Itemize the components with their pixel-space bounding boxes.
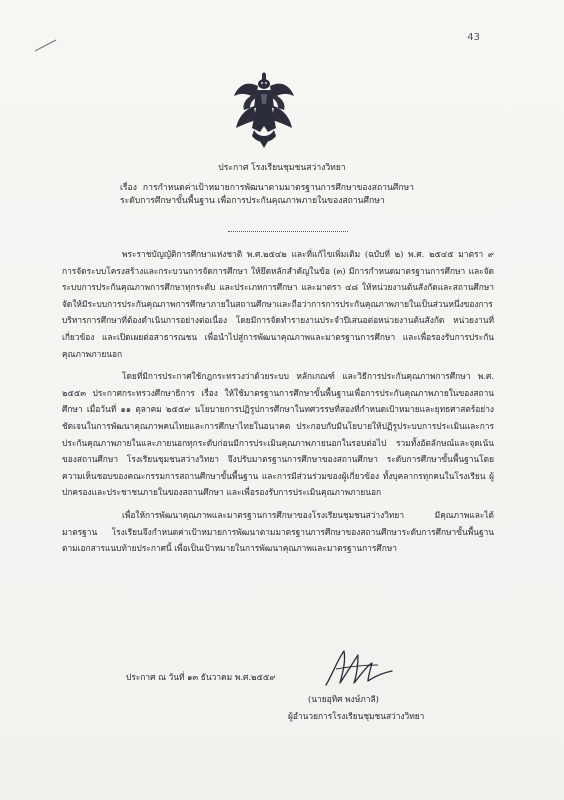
- subject-text-1: การกำหนดค่าเป้าหมายการพัฒนาตามมาตรฐานการศึกษาของสถานศึกษา: [142, 183, 414, 193]
- handwritten-signature-icon: [318, 645, 396, 689]
- announcement-date: ประกาศ ณ วันที่ ๑๓ ธันวาคม พ.ศ.๒๕๕๙: [126, 672, 276, 682]
- dotted-divider: [228, 231, 348, 232]
- body-paragraph-2: โดยที่มีการประกาศใช้กฎกระทรวงว่าด้วยระบบ หลักเกณฑ์ และวิธีการประกันคุณภาพการศึกษา พ.ศ. ๒๕๕๓ ประกาศกระทรวงศึกษาธิการ เรื่อง ให้ใช้มาตรฐานการศึกษาขั้นพื้นฐานเพื่อการประกันคุณภาพภายในของสถานศึกษา เมื่อวันที่ ๑๑ ตุลาคม ๒๕๕๙ นโยบายการปฏิรูปการศึกษาในทศวรรษที่สองที่กำหนดเป้าหมายและยุทธศาสตร์อย่างชัดเจนในการพัฒนาคุณภาพคนไทยและการศึกษาไทยในอนาคต ประกอบกับมีนโยบายให้ปฏิรูประบบการประเมินและการประกันคุณภาพภายในและภายนอกทุกระดับก่อนมีการประเมินคุณภาพภายนอกในรอบต่อไป รวมทั้งอัตลักษณ์และจุดเน้นของสถานศึกษา โรงเรียนชุมชนสว่างวิทยา จึงปรับมาตรฐานการศึกษาของสถานศึกษา ระดับการศึกษาขั้นพื้นฐานโดยความเห็นชอบของคณะกรรมการสถานศึกษาขั้นพื้นฐาน และการมีส่วนร่วมของผู้เกี่ยวข้อง ทั้งบุคลากรทุกคนในโรงเรียน ผู้ปกครองและประชาชนภายในของสถานศึกษา และเพื่อรองรับการประเมินคุณภาพภายนอก: [62, 371, 494, 498]
- garuda-emblem-icon: [232, 72, 296, 148]
- announcement-header: [0, 162, 564, 175]
- pen-mark: [34, 38, 58, 52]
- body-paragraph-1: พระราชบัญญัติการศึกษาแห่งชาติ พ.ศ.๒๕๔๒ และที่แก้ไขเพิ่มเติม (ฉบับที่ ๒) พ.ศ. ๒๕๔๕ มาตรา ๙ การจัดระบบโครงสร้างและกระบวนการจัดการศึกษา ให้ยึดหลักสำคัญในข้อ (๓) มีการกำหนดมาตรฐานการศึกษา และจัดระบบการประกันคุณภาพการศึกษาทุกระดับ และประเภทการศึกษา และมาตรา ๔๘ ให้หน่วยงานต้นสังกัดและสถานศึกษาจัดให้มีระบบการประกันคุณภาพการศึกษาภายในสถานศึกษาและถือว่าการการประกันคุณภาพภายในเป็นส่วนหนึ่งของการบริหารการศึกษาที่ต้องดำเนินการอย่างต่อเนื่อง โดยมีการจัดทำรายงานประจำปีเสนอต่อหน่วยงานต้นสังกัด หน่วยงานที่เกี่ยวข้อง และเปิดเผยต่อสาธารณชน เพื่อนำไปสู่การพัฒนาคุณภาพและมาตรฐานการศึกษา และเพื่อรองรับการประกันคุณภาพภายนอก: [62, 249, 494, 359]
- subject-text-2: ระดับการศึกษาขั้นพื้นฐาน เพื่อการประกันคุณภาพภายในของสถานศึกษา: [120, 196, 385, 206]
- signer-name: (นายอุทิศ พงษ์ภาลี): [308, 694, 379, 704]
- signer-title: ผู้อำนวยการโรงเรียนชุมชนสว่างวิทยา: [288, 711, 425, 721]
- announcement-title: ประกาศ โรงเรียนชุมชนสว่างวิทยา: [218, 163, 346, 173]
- subject-line-1: [120, 182, 520, 195]
- subject-label: เรื่อง: [120, 183, 137, 193]
- page-number: 43: [467, 32, 480, 43]
- announcement-subject: [120, 182, 520, 208]
- body-paragraph-3: เพื่อให้การพัฒนาคุณภาพและมาตรฐานการศึกษาของโรงเรียนชุมชนสว่างวิทยา มีคุณภาพและได้มาตรฐาน โรงเรียนจึงกำหนดค่าเป้าหมายการพัฒนาตามมาตรฐานการศึกษาของสถานศึกษาระดับการศึกษาขั้นพื้นฐาน ตามเอกสารแนบท้ายประกาศนี้ เพื่อเป็นเป้าหมายในการพัฒนาคุณภาพและมาตรฐานการศึกษา: [62, 509, 494, 554]
- announcement-body: [62, 246, 494, 563]
